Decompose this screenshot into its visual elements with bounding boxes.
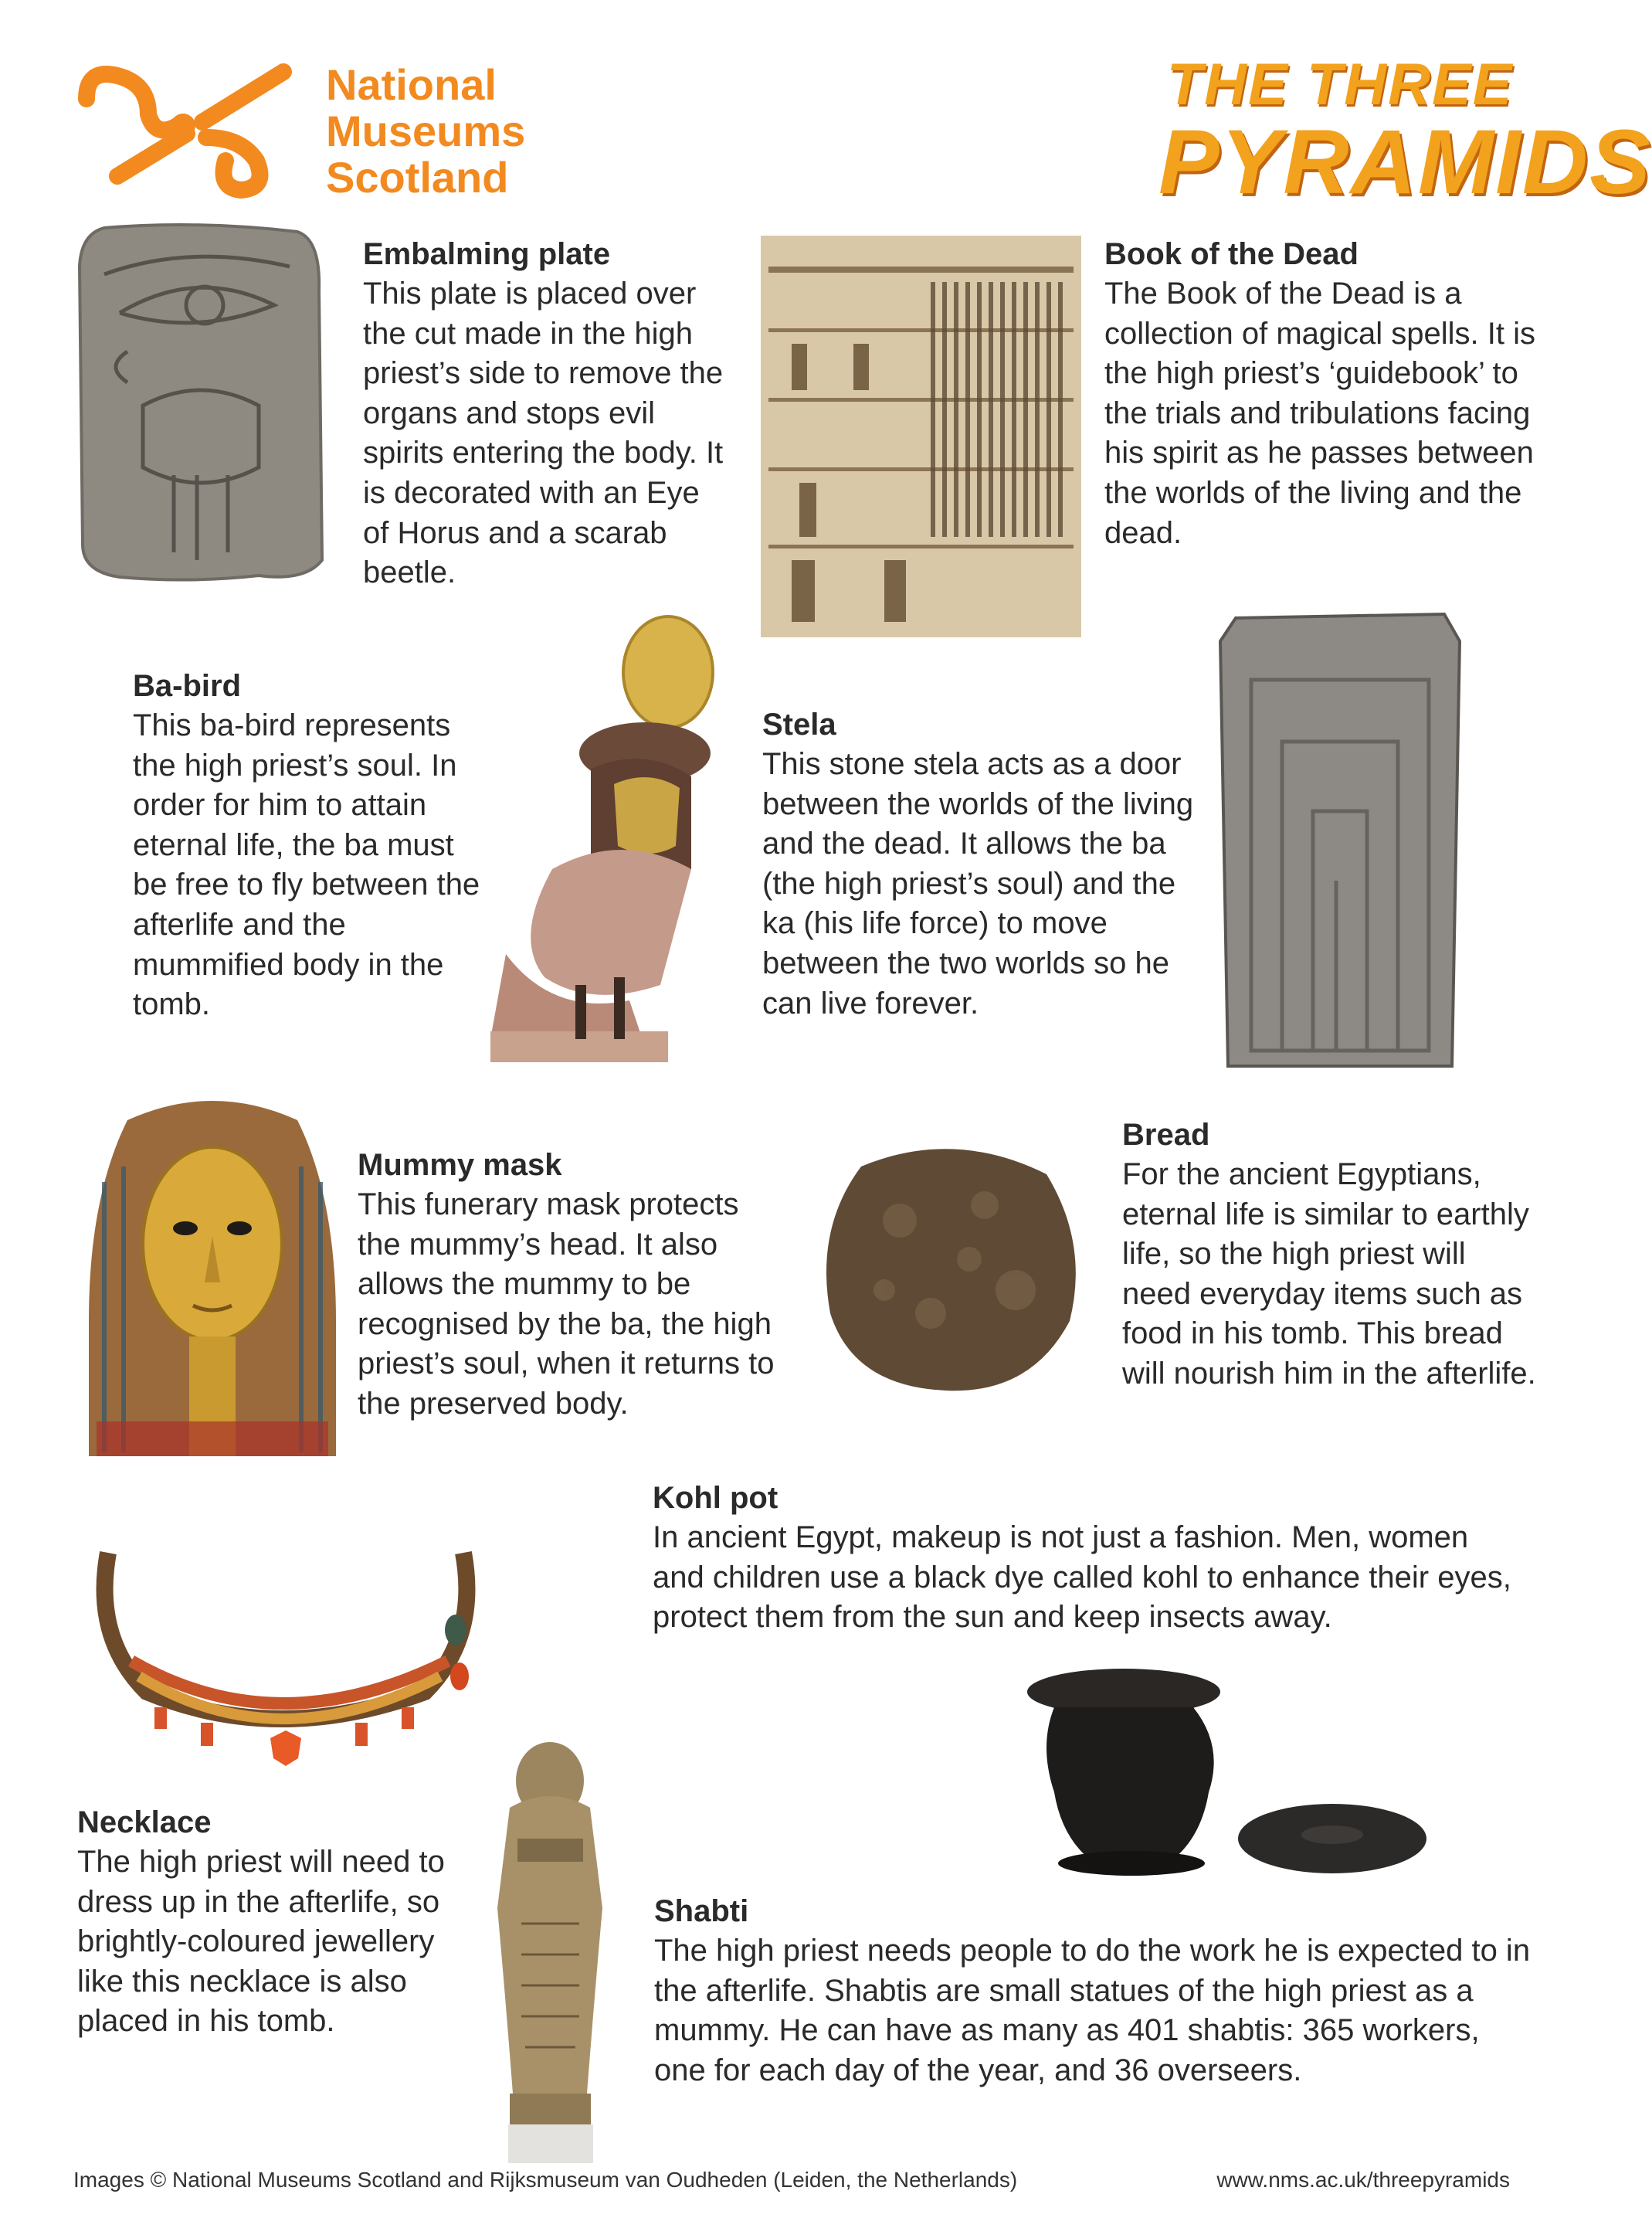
- embalming-plate-image: [73, 220, 328, 587]
- nms-logo-icon: [71, 60, 303, 199]
- image-credit: Images © National Museums Scotland and Rijksmuseum van Oudheden (Leiden, the Netherlands): [73, 2168, 1018, 2192]
- ba-bird-title: Ba-bird: [133, 669, 241, 703]
- embalming-plate-text: This plate is placed over the cut made in the high priest’s side to remove the organs and stops evil spirits entering the body. It is decorated with an Eye of Horus and a scarab beetle.: [363, 277, 724, 590]
- logo-line-3: Scotland: [326, 153, 509, 202]
- shabti-title: Shabti: [654, 1894, 749, 1928]
- bread-text: For the ancient Egyptians, eternal life is similar to earthly life, so the high priest will need everyday items such as food in his tomb. This bread will nourish him in the afterlife.: [1122, 1157, 1536, 1391]
- kohl-pot-text: In ancient Egypt, makeup is not just a fashion. Men, women and children use a black dye called kohl to enhance their eyes, protect them from the sun and keep insects away.: [653, 1520, 1511, 1635]
- stela-image: [1220, 610, 1464, 1074]
- necklace-title: Necklace: [77, 1805, 212, 1839]
- stela-text: This stone stela acts as a door between the worlds of the living and the dead. It allows the ba (the high priest’s soul) and the ka (his life force) to move between the two worlds so he can live forever.: [762, 747, 1194, 1021]
- embalming-plate-block: [363, 234, 726, 593]
- logo-line-2: Museums: [326, 107, 526, 155]
- bread-image: [815, 1136, 1085, 1398]
- shabti-text: The high priest needs people to do the work he is expected to in the afterlife. Shabtis are small statues of the high priest as a mummy. He can have as many as 401 shabtis: 365 workers, one for each day of the year, and 36 overseers.: [654, 1934, 1531, 2087]
- shabti-block: [654, 1891, 1535, 2090]
- embalming-plate-title: Embalming plate: [363, 237, 611, 271]
- nms-logo: [71, 60, 534, 202]
- ba-bird-block: [133, 666, 496, 1025]
- three-pyramids-title: [1158, 52, 1652, 213]
- stela-title: Stela: [762, 708, 836, 742]
- bread-title: Bread: [1122, 1118, 1210, 1152]
- book-of-the-dead-text: The Book of the Dead is a collection of magical spells. It is the high priest’s ‘guidebook’ to the trials and tribulations facing his spirit as he passes between the worlds of the living and the dead.: [1104, 277, 1536, 550]
- mummy-mask-text: This funerary mask protects the mummy’s head. It also allows the mummy to be recognised by the ba, the high priest’s soul, when it returns to the preserved body.: [358, 1187, 775, 1421]
- book-of-the-dead-block: [1104, 234, 1537, 553]
- kohl-pot-image: [1023, 1661, 1429, 1881]
- mummy-mask-title: Mummy mask: [358, 1148, 562, 1182]
- mummy-mask-image: [81, 1089, 344, 1464]
- book-of-the-dead-title: Book of the Dead: [1104, 237, 1359, 271]
- logo-line-1: National: [326, 60, 497, 109]
- stela-block: [762, 705, 1195, 1024]
- necklace-image: [85, 1514, 487, 1808]
- website-link[interactable]: www.nms.ac.uk/threepyramids: [1216, 2168, 1510, 2192]
- ba-bird-text: This ba-bird represents the high priest’s soul. In order for him to attain eternal life, the ba must be free to fly between the afterlife and the mummified body in the tomb.: [133, 708, 480, 1022]
- kohl-pot-title: Kohl pot: [653, 1481, 779, 1515]
- book-of-the-dead-image: [761, 236, 1081, 637]
- bread-block: [1122, 1115, 1539, 1394]
- brand-line-1: THE THREE: [1166, 52, 1514, 117]
- mummy-mask-block: [358, 1145, 775, 1425]
- kohl-pot-block: [653, 1478, 1525, 1638]
- necklace-text: The high priest will need to dress up in the afterlife, so brightly-coloured jewellery like this necklace is also placed in his tomb.: [77, 1845, 445, 2039]
- necklace-block: [77, 1802, 463, 2042]
- shabti-image: [479, 1738, 622, 2163]
- ba-bird-image: [460, 614, 722, 1070]
- brand-line-2: PYRAMIDS: [1158, 111, 1652, 213]
